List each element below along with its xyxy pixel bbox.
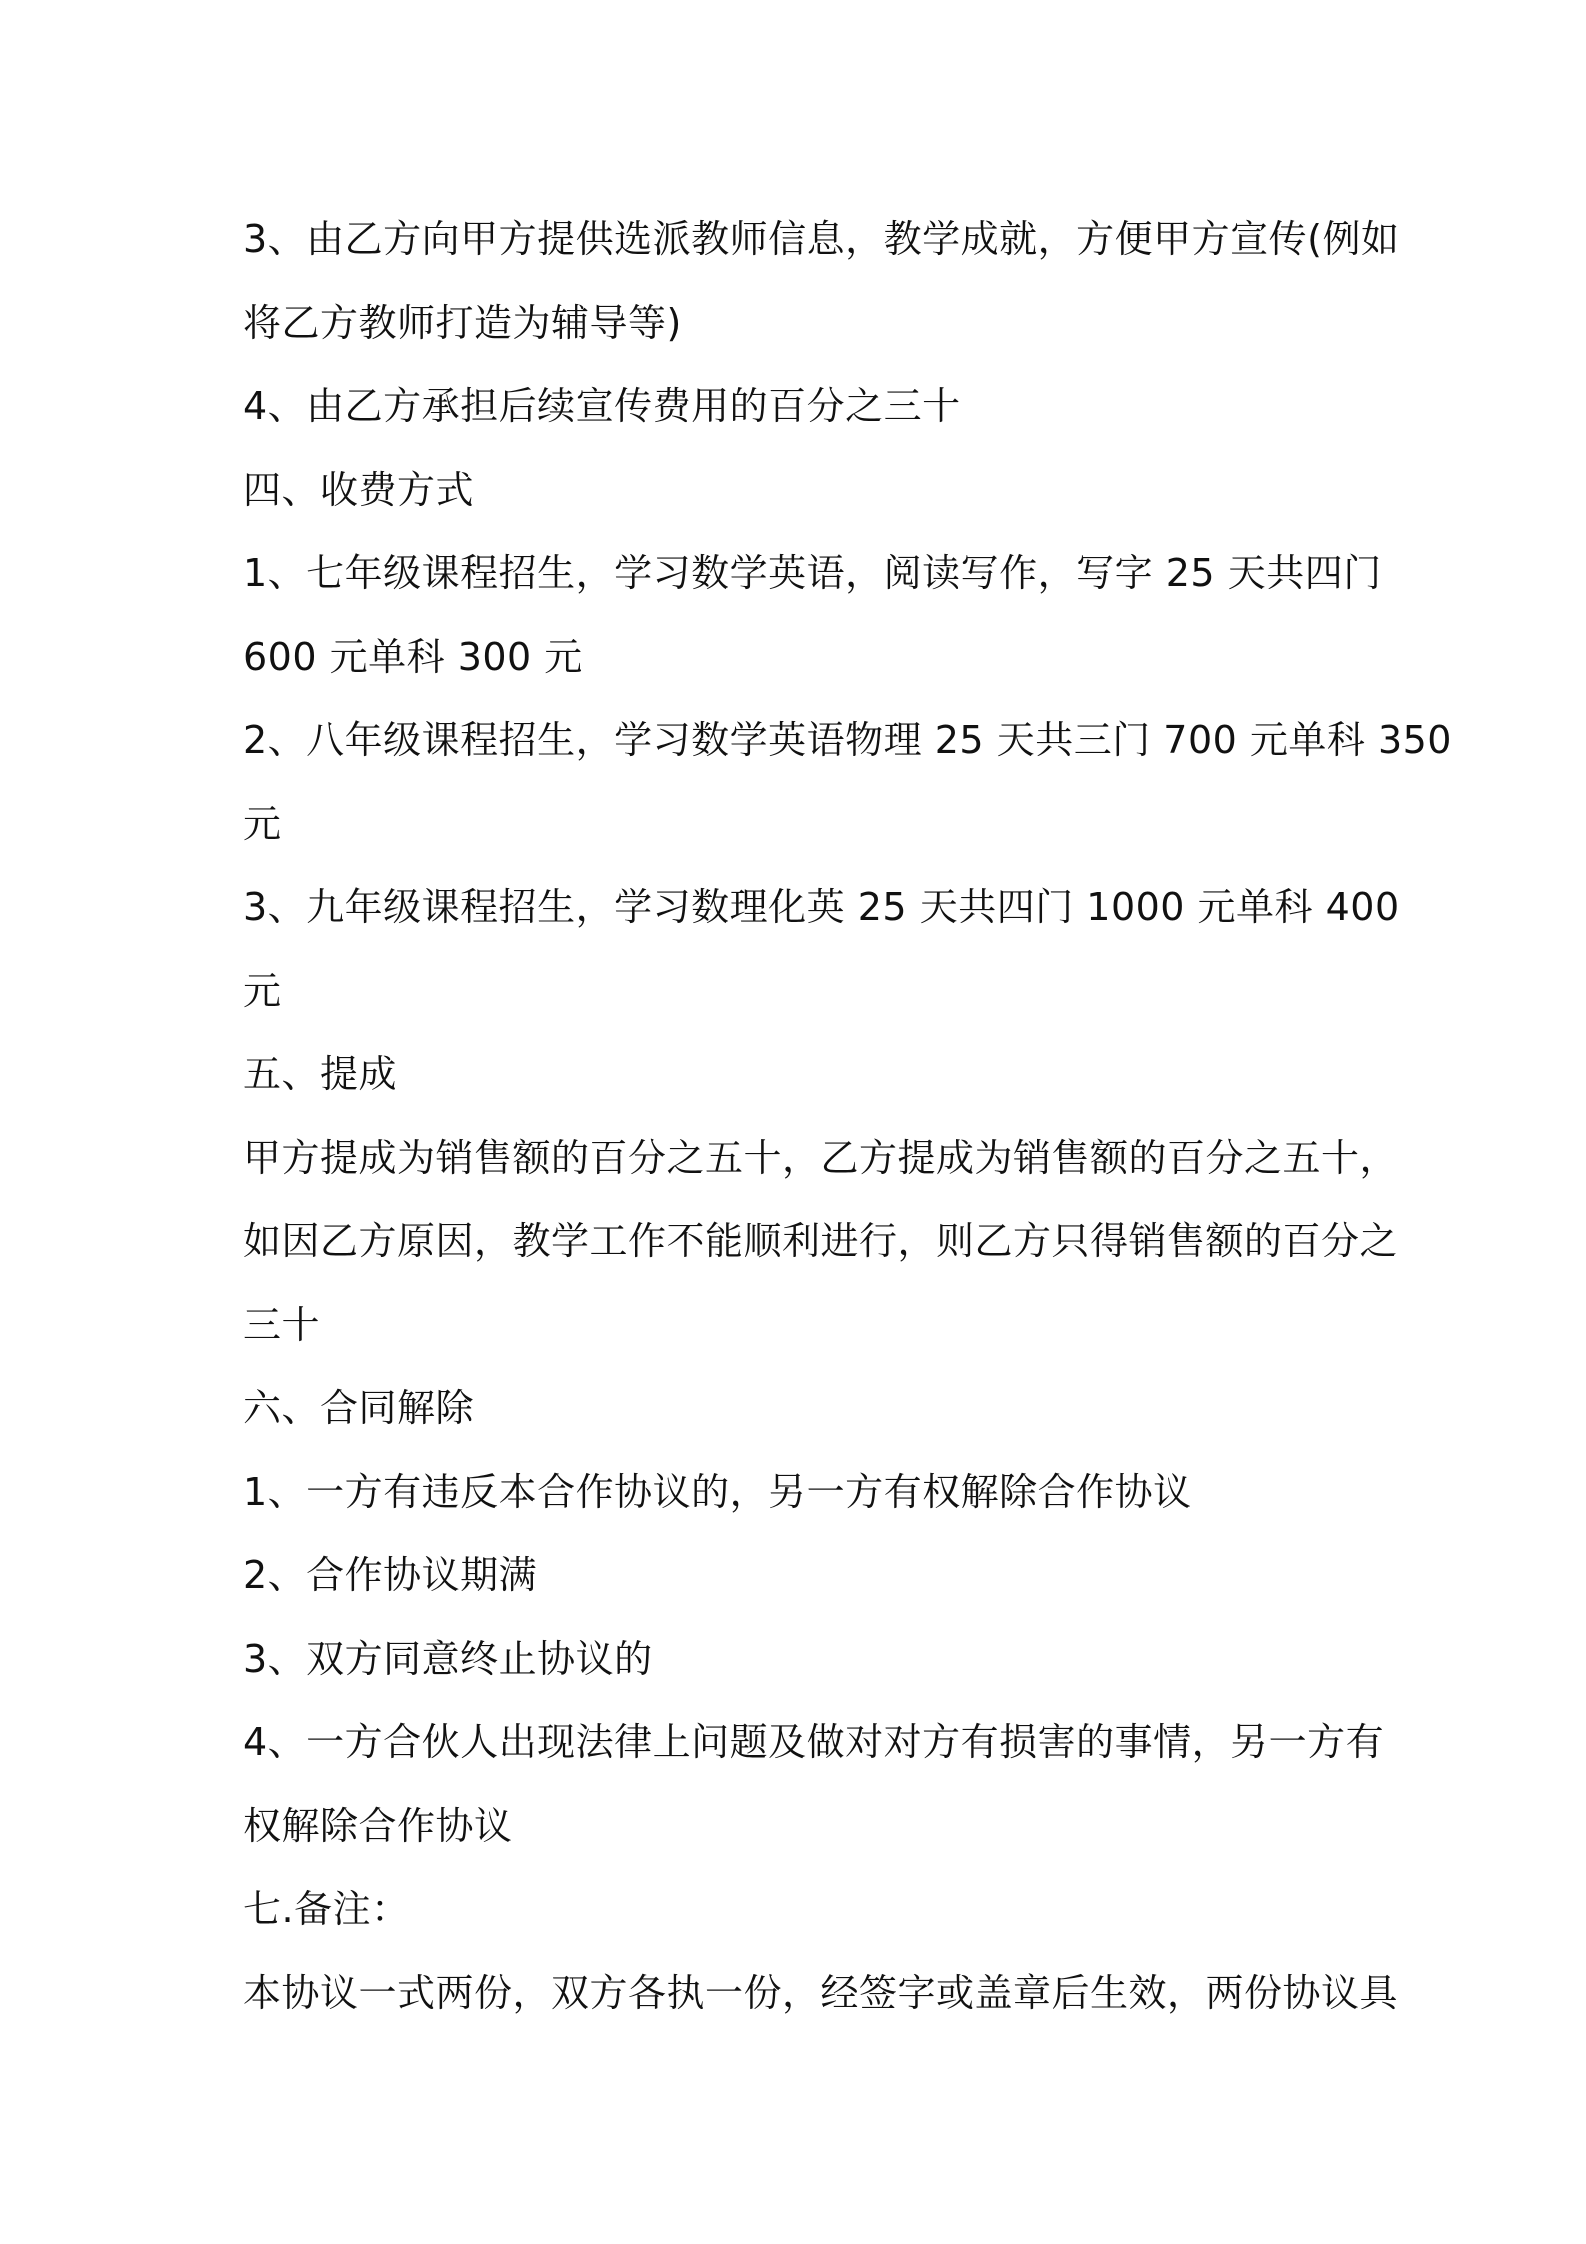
termination-item-4-line-1: 4、一方合伙人出现法律上问题及做对对方有损害的事情，另一方有 [243, 1720, 1385, 1764]
fee-item-3-line-1: 3、九年级课程招生，学习数理化英 25 天共四门 1000 元单科 400 [243, 885, 1400, 929]
clause-3-line-2: 将乙方教师打造为辅导等) [243, 300, 682, 345]
document-body [243, 198, 1452, 2035]
commission-line-1: 甲方提成为销售额的百分之五十，乙方提成为销售额的百分之五十， [243, 1135, 1399, 1180]
fee-item-2-line-1: 2、八年级课程招生，学习数学英语物理 25 天共三门 700 元单科 350 [243, 718, 1452, 762]
termination-item-1: 1、一方有违反本合作协议的，另一方有权解除合作协议 [243, 1469, 1192, 1514]
fee-item-1-line-1: 1、七年级课程招生，学习数学英语，阅读写作，写字 25 天共四门 [243, 551, 1382, 595]
termination-item-3: 3、双方同意终止协议的 [243, 1636, 653, 1681]
fee-item-2-line-2: 元 [243, 801, 282, 846]
remarks-line-1: 本协议一式两份，双方各执一份，经签字或盖章后生效，两份协议具 [243, 1970, 1399, 2015]
commission-line-3: 三十 [243, 1302, 321, 1347]
clause-4-line: 4、由乙方承担后续宣传费用的百分之三十 [243, 384, 961, 428]
section-5-heading: 五、提成 [243, 1052, 398, 1096]
fee-item-3-line-2: 元 [243, 968, 282, 1013]
termination-item-2: 2、合作协议期满 [243, 1553, 538, 1597]
clause-3-line-1: 3、由乙方向甲方提供选派教师信息，教学成就，方便甲方宣传(例如 [243, 217, 1400, 261]
section-6-heading: 六、合同解除 [243, 1386, 475, 1430]
termination-item-4-line-2: 权解除合作协议 [243, 1803, 513, 1848]
fee-item-1-line-2: 600 元单科 300 元 [243, 634, 583, 679]
section-4-heading: 四、收费方式 [243, 467, 475, 512]
section-7-heading: 七.备注： [243, 1887, 410, 1931]
commission-line-2: 如因乙方原因，教学工作不能顺利进行，则乙方只得销售额的百分之 [243, 1219, 1399, 1263]
